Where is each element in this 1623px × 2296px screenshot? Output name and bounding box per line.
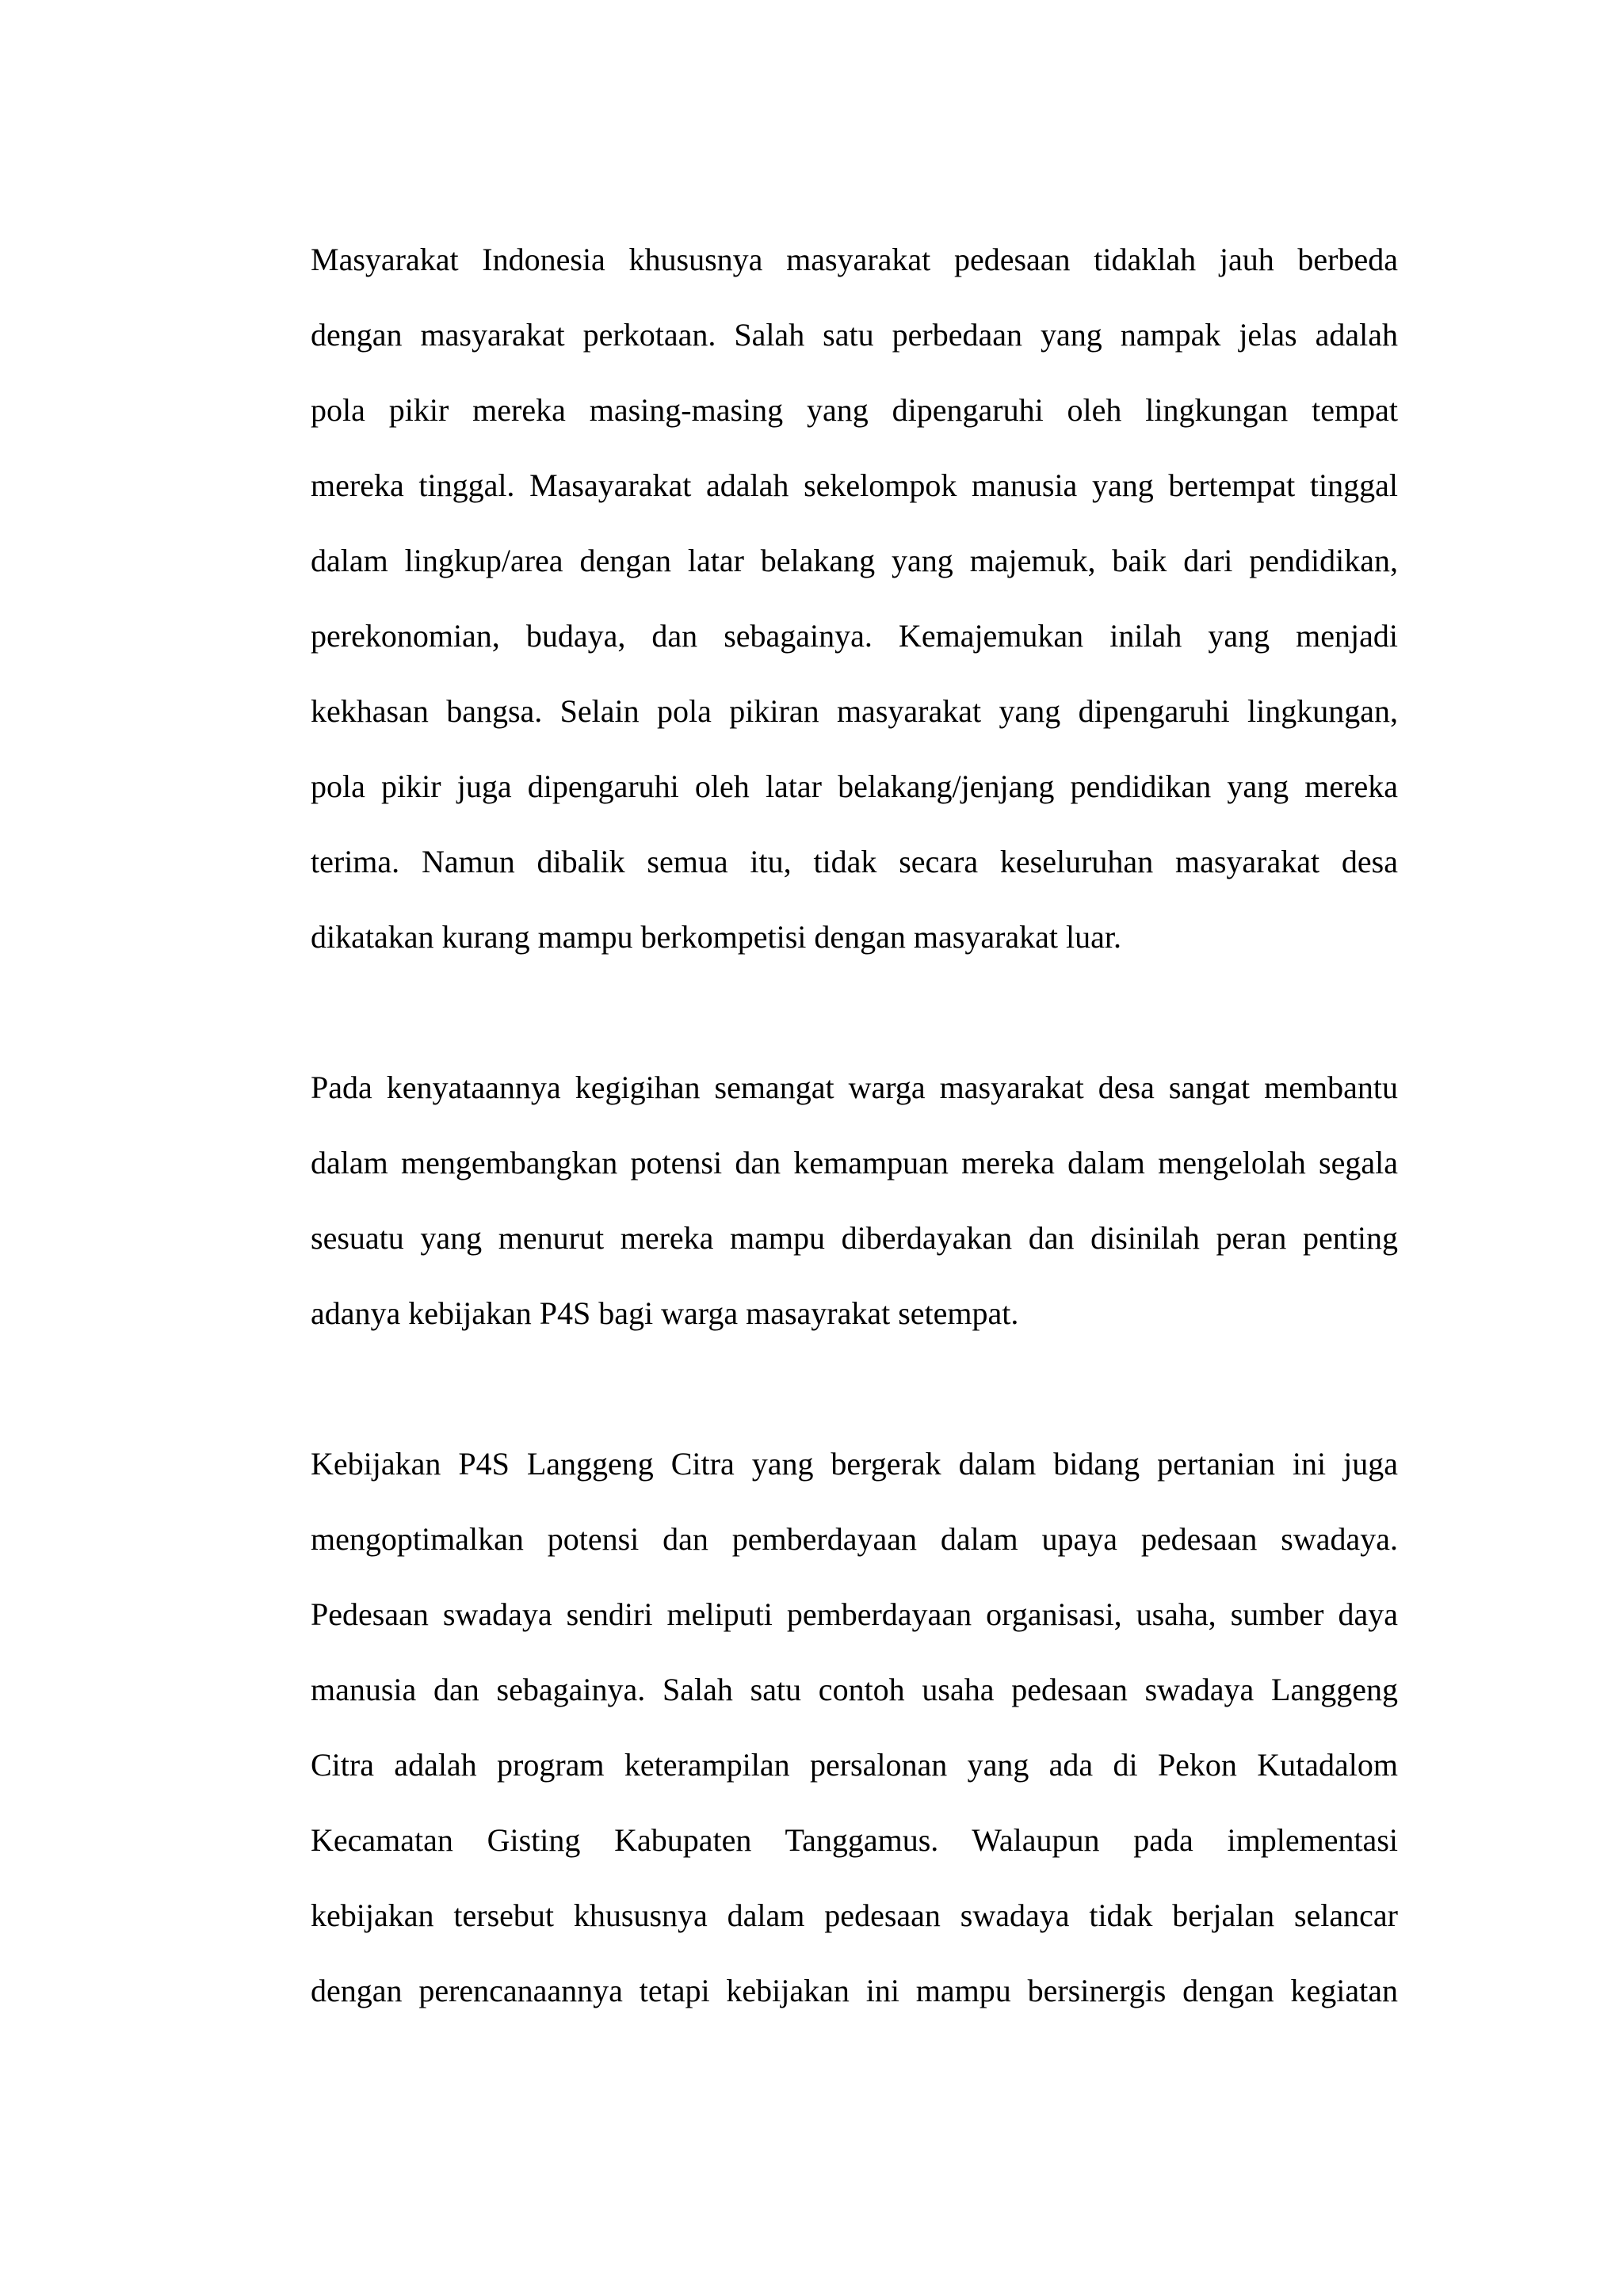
text-line: sesuatu yang menurut mereka mampu diberdayakan dan disinilah peran penting <box>311 1220 1398 1256</box>
text-line: Pedesaan swadaya sendiri meliputi pemberdayaan organisasi, usaha, sumber daya <box>311 1596 1398 1632</box>
paragraph-3 <box>311 1426 1398 2028</box>
text-line: dengan masyarakat perkotaan. Salah satu perbedaan yang nampak jelas adalah <box>311 317 1398 353</box>
text-line: pola pikir juga dipengaruhi oleh latar belakang/jenjang pendidikan yang mereka <box>311 769 1398 804</box>
text-line: dalam lingkup/area dengan latar belakang yang majemuk, baik dari pendidikan, <box>311 543 1398 578</box>
text-line: terima. Namun dibalik semua itu, tidak secara keseluruhan masyarakat desa <box>311 844 1398 879</box>
text-line: pola pikir mereka masing-masing yang dipengaruhi oleh lingkungan tempat <box>311 392 1398 428</box>
text-line: kekhasan bangsa. Selain pola pikiran masyarakat yang dipengaruhi lingkungan, <box>311 693 1398 729</box>
text-line: dalam mengembangkan potensi dan kemampuan mereka dalam mengelolah segala <box>311 1145 1398 1180</box>
text-line: perekonomian, budaya, dan sebagainya. Kemajemukan inilah yang menjadi <box>311 618 1398 654</box>
text-line: manusia dan sebagainya. Salah satu contoh usaha pedesaan swadaya Langgeng <box>311 1672 1398 1707</box>
text-line: dengan perencanaannya tetapi kebijakan ini mampu bersinergis dengan kegiatan <box>311 1973 1398 2008</box>
text-line: Masyarakat Indonesia khususnya masyarakat pedesaan tidaklah jauh berbeda <box>311 242 1398 277</box>
text-line: kebijakan tersebut khususnya dalam pedesaan swadaya tidak berjalan selancar <box>311 1897 1398 1933</box>
text-line: Citra adalah program keterampilan persalonan yang ada di Pekon Kutadalom <box>311 1747 1398 1783</box>
text-line: mengoptimalkan potensi dan pemberdayaan dalam upaya pedesaan swadaya. <box>311 1521 1398 1557</box>
text-line: Kecamatan Gisting Kabupaten Tanggamus. Walaupun pada implementasi <box>311 1822 1398 1858</box>
document-body <box>311 222 1398 2028</box>
text-line: dikatakan kurang mampu berkompetisi dengan masyarakat luar. <box>311 919 1122 955</box>
text-line: Pada kenyataannya kegigihan semangat warga masyarakat desa sangat membantu <box>311 1070 1398 1105</box>
paragraph-1 <box>311 222 1398 974</box>
text-line: Kebijakan P4S Langgeng Citra yang bergerak dalam bidang pertanian ini juga <box>311 1446 1398 1482</box>
paragraph-2 <box>311 1050 1398 1351</box>
text-line: adanya kebijakan P4S bagi warga masayrakat setempat. <box>311 1295 1019 1331</box>
text-line: mereka tinggal. Masayarakat adalah sekelompok manusia yang bertempat tinggal <box>311 467 1398 503</box>
